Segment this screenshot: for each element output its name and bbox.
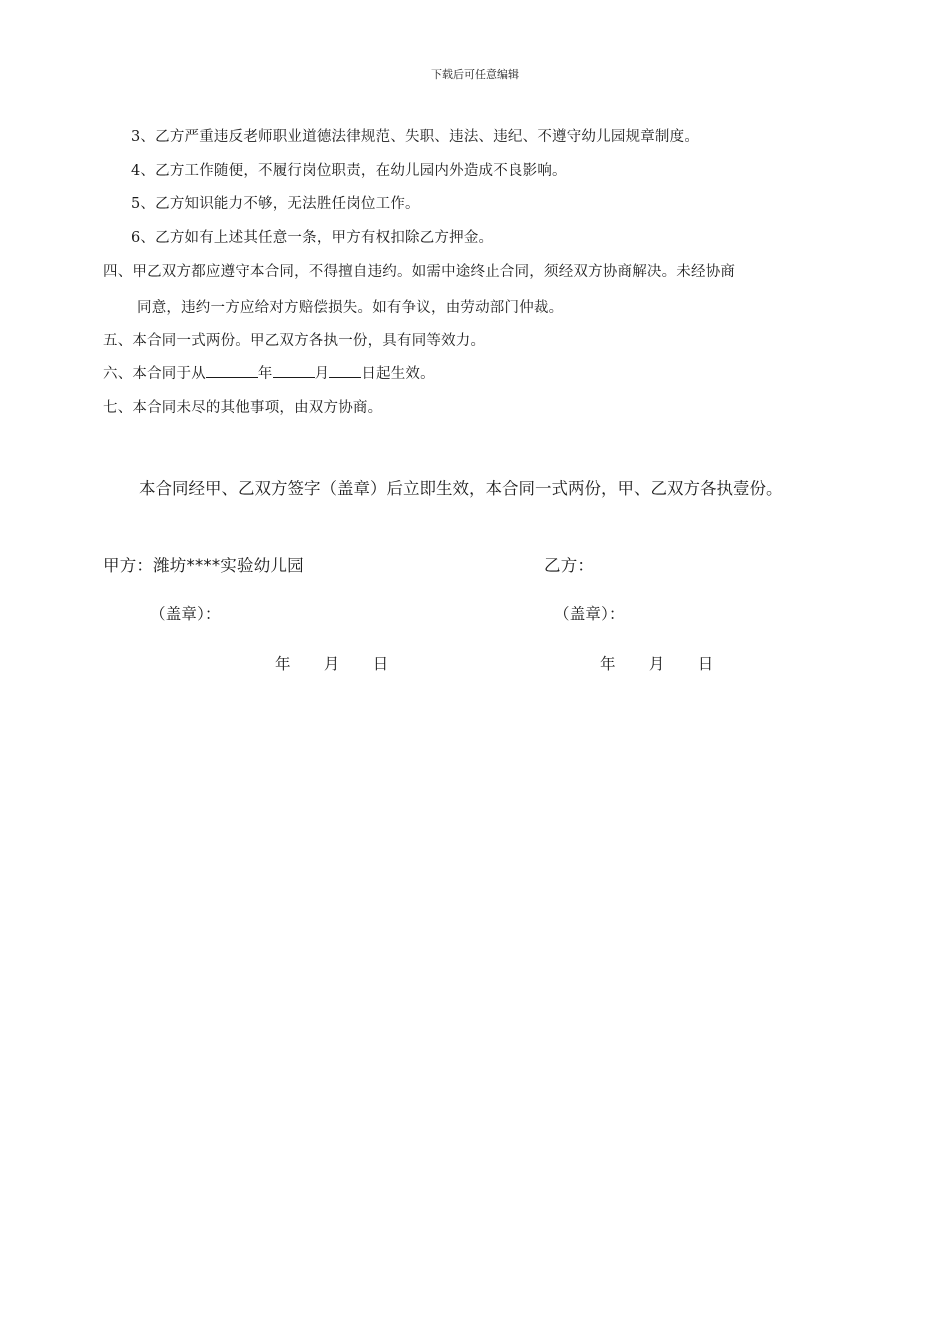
clause-six bbox=[103, 362, 435, 383]
clause-3: 3、乙方严重违反老师职业道德法律规范、失职、违法、违纪、不遵守幼儿园规章制度。 bbox=[131, 129, 700, 145]
clause-five: 五、本合同一式两份。甲乙双方各执一份，具有同等效力。 bbox=[103, 333, 486, 349]
party-a-seal: （盖章）： bbox=[150, 605, 221, 623]
clause-5: 5、乙方知识能力不够，无法胜任岗位工作。 bbox=[131, 196, 420, 212]
clause-four-line-1: 四、甲乙双方都应遵守本合同，不得擅自违约。如需中途终止合同，须经双方协商解决。未经协商 bbox=[103, 264, 736, 280]
clause-6: 6、乙方如有上述其任意一条，甲方有权扣除乙方押金。 bbox=[131, 230, 494, 246]
party-b-seal: （盖章）： bbox=[554, 605, 625, 623]
party-b-date bbox=[600, 652, 713, 674]
closing-statement: 本合同经甲、乙双方签字（盖章）后立即生效，本合同一式两份，甲、乙双方各执壹份。 bbox=[139, 479, 783, 498]
party-b-year: 年 bbox=[600, 655, 616, 673]
clause-six-year: 年 bbox=[257, 366, 273, 382]
year-blank bbox=[206, 363, 258, 378]
party-b-month: 月 bbox=[648, 655, 665, 673]
clause-four-line-2: 同意，违约一方应给对方赔偿损失。如有争议，由劳动部门仲裁。 bbox=[137, 300, 564, 316]
clause-six-suffix: 日起生效。 bbox=[361, 366, 435, 382]
party-b-day: 日 bbox=[697, 655, 714, 673]
party-a-date bbox=[275, 652, 388, 674]
clause-4: 4、乙方工作随便，不履行岗位职责，在幼儿园内外造成不良影响。 bbox=[131, 163, 567, 179]
day-blank bbox=[329, 363, 361, 378]
party-a-day: 日 bbox=[372, 655, 389, 673]
clause-six-prefix: 六、本合同于从 bbox=[103, 366, 206, 382]
party-a-year: 年 bbox=[275, 655, 291, 673]
page-header-note: 下载后可任意编辑 bbox=[431, 68, 519, 81]
party-a-label: 甲方：潍坊****实验幼儿园 bbox=[103, 556, 304, 575]
month-blank bbox=[273, 363, 315, 378]
party-b-label: 乙方： bbox=[544, 556, 595, 575]
clause-seven: 七、本合同未尽的其他事项，由双方协商。 bbox=[103, 400, 383, 416]
clause-six-month: 月 bbox=[314, 366, 330, 382]
party-a-month: 月 bbox=[323, 655, 340, 673]
